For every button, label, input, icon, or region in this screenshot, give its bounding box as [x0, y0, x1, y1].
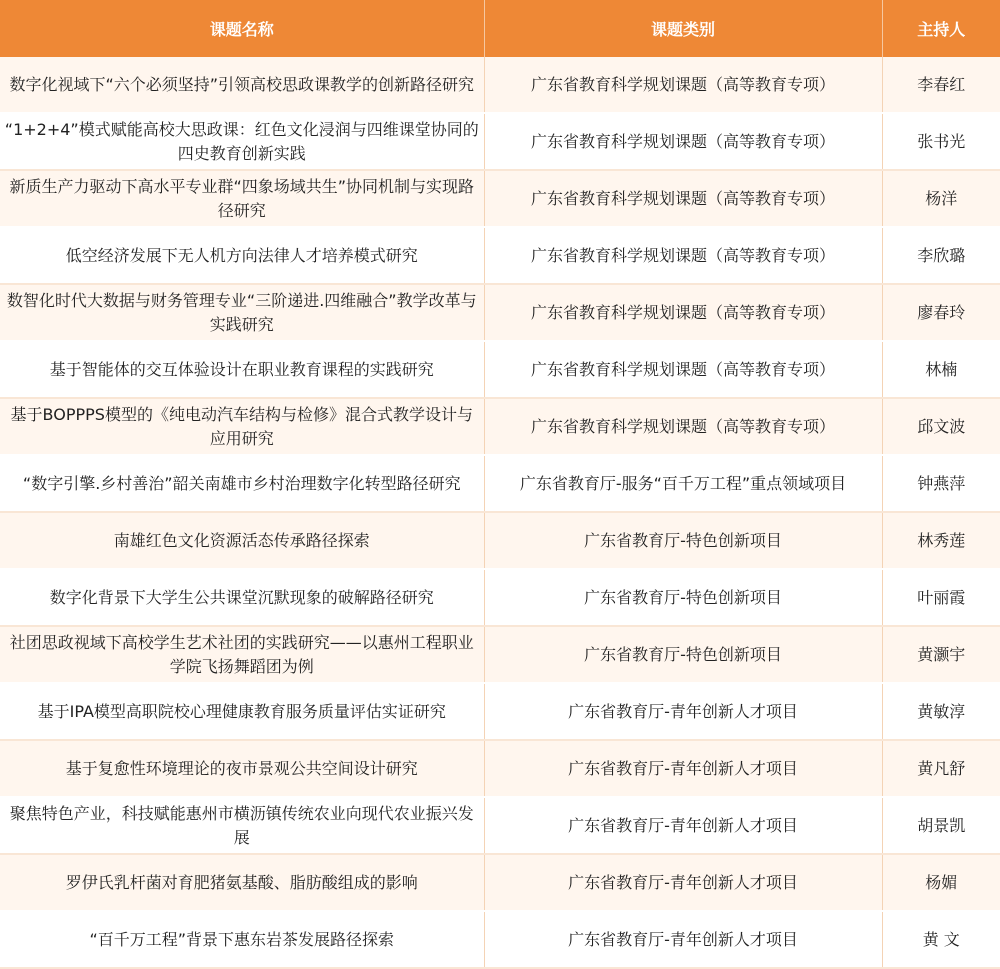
header-host: 主持人	[882, 0, 1000, 57]
project-name-cell: 数字化背景下大学生公共课堂沉默现象的破解路径研究	[0, 569, 484, 626]
project-category-cell: 广东省教育厅-特色创新项目	[484, 626, 882, 683]
project-name-cell: 社团思政视域下高校学生艺术社团的实践研究——以惠州工程职业学院飞扬舞蹈团为例	[0, 626, 484, 683]
project-category-cell: 广东省教育厅-特色创新项目	[484, 512, 882, 569]
host-cell: 叶丽霞	[882, 569, 1000, 626]
host-cell: 李春红	[882, 57, 1000, 113]
host-cell: 邱文波	[882, 398, 1000, 455]
project-category-cell: 广东省教育科学规划课题（高等教育专项）	[484, 57, 882, 113]
project-category-cell: 广东省教育厅-青年创新人才项目	[484, 740, 882, 797]
project-category-cell: 广东省教育科学规划课题（高等教育专项）	[484, 227, 882, 284]
host-cell: 黄敏淳	[882, 683, 1000, 740]
table-row	[0, 854, 1000, 911]
host-cell: 杨媚	[882, 854, 1000, 911]
project-name-cell: “百千万工程”背景下惠东岩茶发展路径探索	[0, 911, 484, 968]
host-cell: 林楠	[882, 341, 1000, 398]
table-row	[0, 113, 1000, 170]
project-name-cell: 南雄红色文化资源活态传承路径探索	[0, 512, 484, 569]
project-name-cell: 数智化时代大数据与财务管理专业“三阶递进.四维融合”教学改革与实践研究	[0, 284, 484, 341]
host-cell: 黄 文	[882, 911, 1000, 968]
project-name-cell: 数字化视域下“六个必须坚持”引领高校思政课教学的创新路径研究	[0, 57, 484, 113]
host-cell: 李欣璐	[882, 227, 1000, 284]
project-category-cell: 广东省教育科学规划课题（高等教育专项）	[484, 170, 882, 227]
project-category-cell: 广东省教育厅-青年创新人才项目	[484, 797, 882, 854]
project-category-cell: 广东省教育厅-服务“百千万工程”重点领域项目	[484, 455, 882, 512]
project-category-cell: 广东省教育厅-青年创新人才项目	[484, 854, 882, 911]
host-cell: 张书光	[882, 113, 1000, 170]
table-row	[0, 797, 1000, 854]
host-cell: 胡景凯	[882, 797, 1000, 854]
host-cell: 黄灏宇	[882, 626, 1000, 683]
project-name-cell: 聚焦特色产业，科技赋能惠州市横沥镇传统农业向现代农业振兴发展	[0, 797, 484, 854]
header-project-name: 课题名称	[0, 0, 484, 57]
table-row	[0, 57, 1000, 113]
project-category-cell: 广东省教育科学规划课题（高等教育专项）	[484, 284, 882, 341]
table-row	[0, 569, 1000, 626]
table-row	[0, 284, 1000, 341]
project-name-cell: 低空经济发展下无人机方向法律人才培养模式研究	[0, 227, 484, 284]
project-category-cell: 广东省教育厅-青年创新人才项目	[484, 683, 882, 740]
project-name-cell: 基于IPA模型高职院校心理健康教育服务质量评估实证研究	[0, 683, 484, 740]
table-row	[0, 341, 1000, 398]
table-row	[0, 398, 1000, 455]
header-row	[0, 0, 1000, 57]
table-row	[0, 740, 1000, 797]
table-row	[0, 626, 1000, 683]
project-name-cell: 罗伊氏乳杆菌对育肥猪氨基酸、脂肪酸组成的影响	[0, 854, 484, 911]
project-name-cell: “1+2+4”模式赋能高校大思政课：红色文化浸润与四维课堂协同的四史教育创新实践	[0, 113, 484, 170]
table-row	[0, 170, 1000, 227]
header-project-category: 课题类别	[484, 0, 882, 57]
project-name-cell: 基于BOPPPS模型的《纯电动汽车结构与检修》混合式教学设计与应用研究	[0, 398, 484, 455]
project-category-cell: 广东省教育科学规划课题（高等教育专项）	[484, 398, 882, 455]
host-cell: 林秀莲	[882, 512, 1000, 569]
host-cell: 黄凡舒	[882, 740, 1000, 797]
table-row	[0, 227, 1000, 284]
project-name-cell: 新质生产力驱动下高水平专业群“四象场域共生”协同机制与实现路径研究	[0, 170, 484, 227]
project-name-cell: “数字引擎.乡村善治”韶关南雄市乡村治理数字化转型路径研究	[0, 455, 484, 512]
host-cell: 钟燕萍	[882, 455, 1000, 512]
table-row	[0, 455, 1000, 512]
host-cell: 杨洋	[882, 170, 1000, 227]
project-category-cell: 广东省教育厅-青年创新人才项目	[484, 911, 882, 968]
project-category-cell: 广东省教育科学规划课题（高等教育专项）	[484, 113, 882, 170]
table-row	[0, 911, 1000, 968]
project-name-cell: 基于智能体的交互体验设计在职业教育课程的实践研究	[0, 341, 484, 398]
table-row	[0, 683, 1000, 740]
project-name-cell: 基于复愈性环境理论的夜市景观公共空间设计研究	[0, 740, 484, 797]
project-category-cell: 广东省教育厅-特色创新项目	[484, 569, 882, 626]
host-cell: 廖春玲	[882, 284, 1000, 341]
table-row	[0, 512, 1000, 569]
project-category-cell: 广东省教育科学规划课题（高等教育专项）	[484, 341, 882, 398]
